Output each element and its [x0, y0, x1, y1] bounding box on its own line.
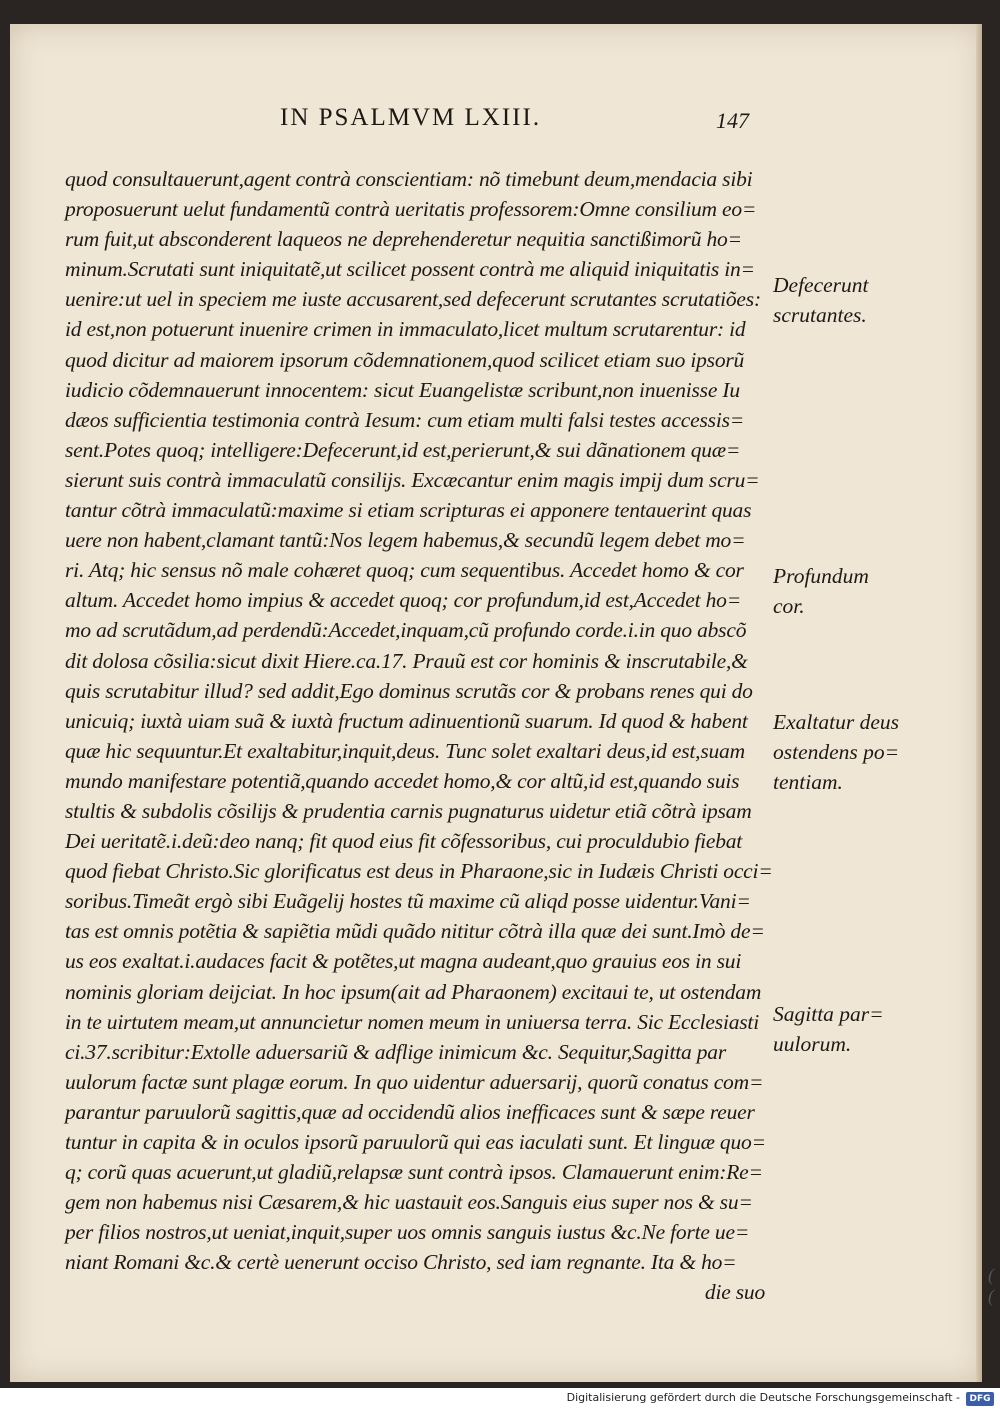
- page-number: 147: [716, 108, 749, 133]
- marginal-note-line: ostendens po=: [773, 740, 900, 765]
- text-line: dit dolosa cõsilia:sicut dixit Hiere.ca.17. Prauũ est cor hominis & inscrutabile,&: [65, 648, 748, 673]
- text-line: quod fiebat Christo.Sic glorificatus est deus in Pharaone,sic in Iudæis Christi occi=: [65, 859, 773, 884]
- marginal-note-exaltatur: [773, 707, 899, 797]
- text-line: mundo manifestare potentiã,quando accedet homo,& cor altũ,id est,quando suis: [65, 768, 740, 793]
- text-line: mo ad scrutãdum,ad perdendũ:Accedet,inquam,cũ profundo corde.i.in quo abscõ: [65, 618, 747, 643]
- text-line: unicuiq; iuxtà uiam suã & iuxtà fructum adinuentionũ suarum. Id quod & habent: [65, 708, 748, 733]
- catchword-line: die suo: [704, 1280, 765, 1305]
- text-line: per filios nostros,ut ueniat,inquit,super uos omnis sanguis iustus &c.Ne forte ue=: [65, 1220, 750, 1245]
- text-line: proposuerunt uelut fundamentũ contrà ueritatis professorem:Omne consilium eo=: [65, 197, 757, 222]
- text-line: sent.Potes quoq; intelligere:Defecerunt,id est,perierunt,& sui dãnationem quæ=: [65, 437, 741, 462]
- edge-marks: ( (: [988, 1265, 994, 1306]
- text-line: quæ hic sequuntur.Et exaltabitur,inquit,deus. Tunc solet exaltari deus,id est,suam: [65, 738, 745, 763]
- text-line: quod dicitur ad maiorem ipsorum cõdemnationem,quod scilicet etiam suo ipsorũ: [65, 347, 745, 372]
- text-line: sierunt suis contrà immaculatũ consilijs. Excæcantur enim magis impij dum scru=: [65, 467, 760, 492]
- text-line: uenire:ut uel in speciem me iuste accusarent,sed defecerunt scrutantes scrutatiões:: [65, 287, 761, 312]
- text-line: gem non habemus nisi Cæsarem,& hic uastauit eos.Sanguis eius super nos & su=: [65, 1190, 753, 1215]
- marginal-note-line: Defecerunt: [773, 273, 869, 297]
- text-line: tantur cõtrà immaculatũ:maxime si etiam scripturas ei apponere tentauerint quas: [65, 498, 752, 523]
- marginal-note-defecerunt: [773, 270, 869, 330]
- marginal-note-line: scrutantes.: [773, 303, 867, 328]
- text-line: minum.Scrutati sunt iniquitatẽ,ut scilicet possent contrà me aliquid iniquitatis in=: [65, 257, 755, 282]
- text-line: dæos sufficientia testimonia contrà Iesum: cum etiam multi falsi testes accessis=: [65, 407, 745, 432]
- marginal-note-line: Exaltatur deus: [773, 710, 899, 734]
- text-line: quis scrutabitur illud? sed addit,Ego dominus scrutãs cor & probans renes qui do: [65, 678, 753, 703]
- text-line: us eos exaltat.i.audaces facit & potẽtes,ut magna audeant,quo grauius eos in sui: [65, 949, 742, 974]
- text-line: uulorum factæ sunt plagæ eorum. In quo uidentur aduersarij, quorũ conatus com=: [65, 1069, 764, 1094]
- text-line: Dei ueritatẽ.i.deũ:deo nanq; fit quod eius fit cõfessoribus, cui proculdubio fiebat: [65, 829, 743, 854]
- text-line: soribus.Timeãt ergò sibi Euãgelij hostes tũ maxime cũ aliqd posse uidentur.Vani=: [65, 889, 751, 914]
- text-line: nominis gloriam deijciat. In hoc ipsum(ait ad Pharaonem) excitaui te, ut ostendam: [65, 979, 762, 1004]
- text-line: iudicio cõdemnauerunt innocentem: sicut Euangelistæ scribunt,non inuenisse Iu: [65, 377, 740, 402]
- text-line: uere non habent,clamant tantũ:Nos legem habemus,& secundũ legem debet mo=: [65, 528, 746, 553]
- marginal-note-line: Profundum: [773, 564, 869, 588]
- page-edge: [976, 24, 982, 1382]
- text-line: tuntur in capita & in oculos ipsorũ paruulorũ qui eas iaculati sunt. Et linguæ quo=: [65, 1130, 766, 1154]
- text-line: quod consultauerunt,agent contrà conscientiam: nõ timebunt deum,mendacia sibi: [65, 167, 753, 191]
- text-line: ci.37.scribitur:Extolle aduersariũ & adflige inimicum &c. Sequitur,Sagitta par: [65, 1039, 726, 1064]
- book-page: [10, 24, 982, 1382]
- footer-bar: [0, 1388, 1000, 1411]
- running-title: IN PSALMVM LXIII.: [280, 104, 542, 131]
- marginal-note-line: Sagitta par=: [773, 1002, 884, 1026]
- marginal-note-sagitta: [773, 999, 884, 1059]
- marginal-note-profundum: [773, 561, 869, 621]
- marginal-note-line: cor.: [773, 594, 805, 619]
- text-line: in te uirtutem meam,ut annuncietur nomen meum in uniuersa terra. Sic Ecclesiasti: [65, 1009, 759, 1034]
- main-text-column: [65, 164, 773, 1308]
- text-line: altum. Accedet homo impius & accedet quoq; cor profundum,id est,Accedet ho=: [65, 588, 742, 613]
- text-line: parantur paruulorũ sagittis,quæ ad occidendũ alios inefficaces sunt & sæpe reuer: [65, 1099, 755, 1124]
- text-line: rum fuit,ut absconderent laqueos ne deprehenderetur nequitia sanctißimorũ ho=: [65, 227, 742, 252]
- dfg-logo[interactable]: DFG: [966, 1392, 994, 1406]
- text-line: stultis & subdolis cõsilijs & prudentia carnis pugnaturus uidetur etiã cõtrà ipsam: [65, 798, 752, 823]
- text-line: q; corũ quas acuerunt,ut gladiũ,relapsæ sunt contrà ipsos. Clamauerunt enim:Re=: [65, 1160, 763, 1185]
- marginal-note-line: uulorum.: [773, 1032, 852, 1057]
- running-head: [10, 104, 982, 144]
- text-line: id est,non potuerunt inuenire crimen in immaculato,licet multum scrutarentur: id: [65, 317, 746, 342]
- text-line: tas est omnis potẽtia & sapiẽtia mũdi quãdo nititur cõtrà illa quæ dei sunt.Imò de=: [65, 919, 765, 944]
- marginal-note-line: tentiam.: [773, 770, 843, 795]
- funding-note: Digitalisierung gefördert durch die Deutsche Forschungsgemeinschaft -: [566, 1391, 960, 1404]
- text-line: ri. Atq; hic sensus nõ male cohæret quoq; cum sequentibus. Accedet homo & cor: [65, 558, 744, 583]
- text-line: niant Romani &c.& certè uenerunt occiso Christo, sed iam regnante. Ita & ho=: [65, 1250, 737, 1275]
